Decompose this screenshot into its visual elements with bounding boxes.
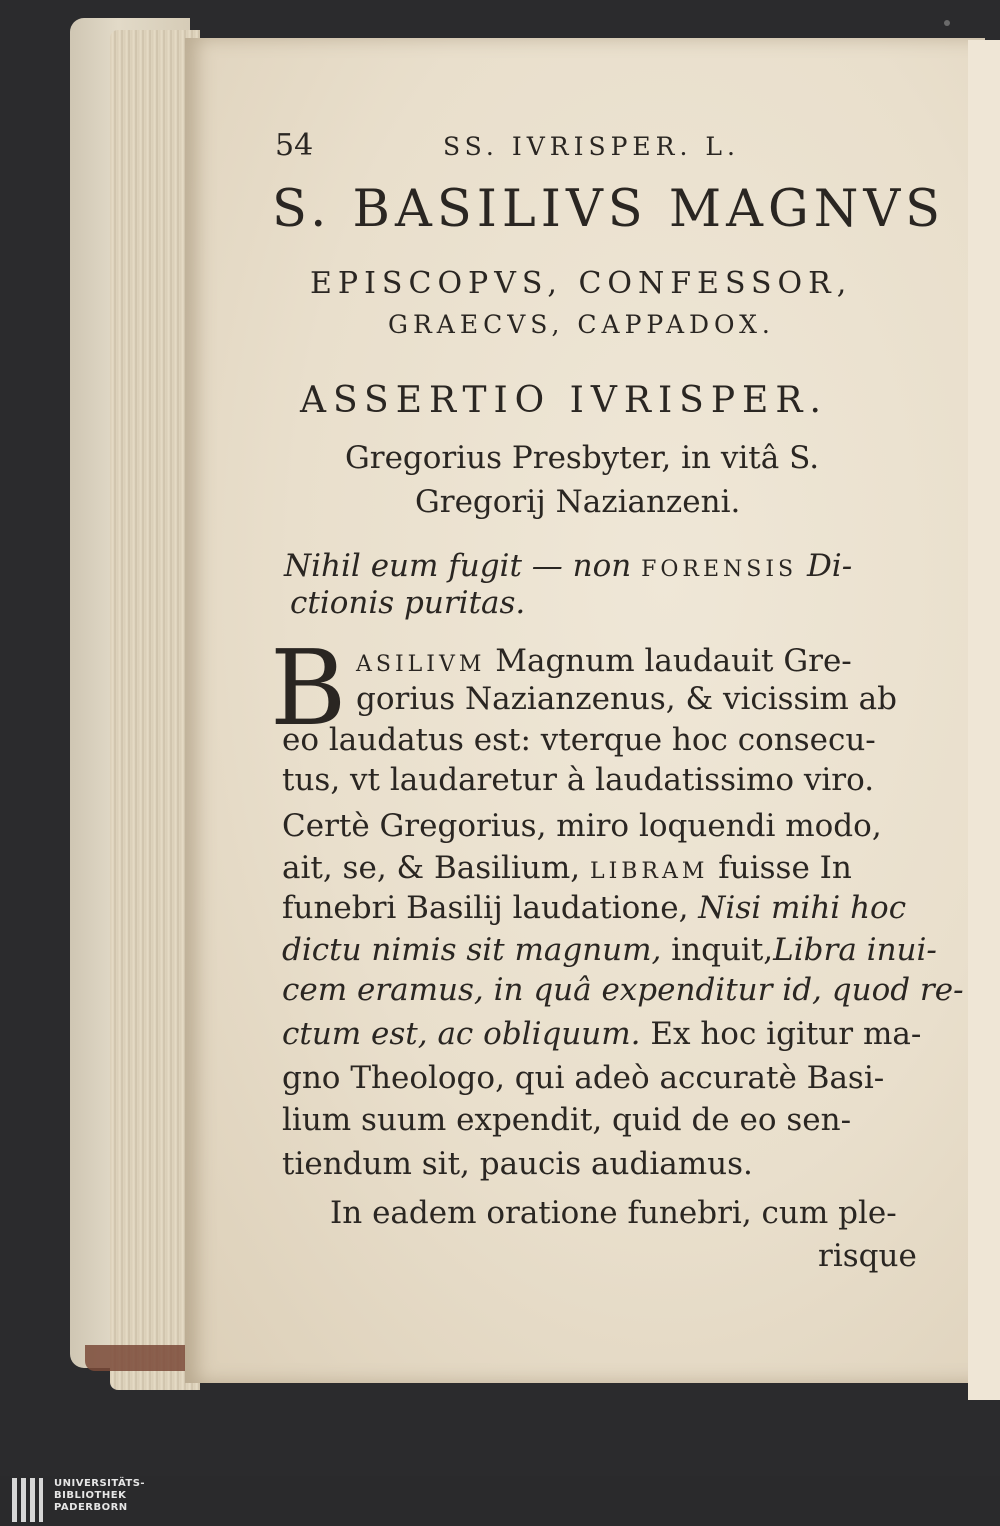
quote-1-b: FORENSIS xyxy=(641,557,798,582)
body-line-7-italic: Nisi mihi hoc xyxy=(688,890,907,926)
body-line-1-smallcaps: ASILIVM xyxy=(356,652,486,677)
body-line-6-smallcaps: LIBRAM xyxy=(589,859,709,884)
body-line-9: cem eramus, in quâ expenditur id, quod re- xyxy=(282,972,964,1008)
logo-line-1: UNIVERSITÄTS- xyxy=(54,1478,146,1489)
scan-dot xyxy=(944,20,950,26)
drop-cap: B xyxy=(270,627,347,749)
library-logo-icon xyxy=(12,1478,46,1522)
body-line-10 xyxy=(282,1016,921,1052)
body-line-6-a: ait, se, & Basilium, xyxy=(282,850,581,886)
quote-1-a: Nihil eum fugit — non xyxy=(284,548,632,584)
body-line-4: tus, vt laudaretur à laudatissimo viro. xyxy=(282,762,875,798)
body-line-1 xyxy=(356,643,852,679)
body-line-10-italic: ctum est, ac obliquum. xyxy=(282,1016,641,1052)
subtitle-2: GRAECVS, CAPPADOX. xyxy=(388,310,775,339)
body-line-8-b: inquit, xyxy=(661,932,774,968)
citation-line-1: Gregorius Presbyter, in vitâ S. xyxy=(345,440,820,476)
library-logo-text xyxy=(54,1478,145,1514)
facing-page-edge xyxy=(968,40,1000,1400)
body-line-6 xyxy=(282,850,852,886)
section-heading: ASSERTIO IVRISPER. xyxy=(300,380,828,421)
subtitle-1: EPISCOPVS, CONFESSOR, xyxy=(310,266,853,301)
body-line-12: lium suum expendit, quid de eo sen- xyxy=(282,1102,852,1138)
body-line-2: gorius Nazianzenus, & vicissim ab xyxy=(356,681,897,717)
body-line-7-a: funebri Basilij laudatione, xyxy=(282,890,689,926)
catchword: risque xyxy=(818,1238,917,1274)
body-line-8 xyxy=(282,932,937,968)
logo-line-2: BIBLIOTHEK xyxy=(54,1490,127,1501)
body-line-11: gno Theologo, qui adeò accuratè Basi- xyxy=(282,1060,885,1096)
citation-line-2: Gregorij Nazianzeni. xyxy=(415,484,741,520)
quote-line-2: ctionis puritas. xyxy=(290,585,526,621)
body-line-7 xyxy=(282,890,906,926)
page-number: 54 xyxy=(275,128,314,163)
body-line-13: tiendum sit, paucis audiamus. xyxy=(282,1146,753,1182)
body-line-1-rest: Magnum laudauit Gre- xyxy=(485,643,852,679)
quote-1-c: Di- xyxy=(806,548,853,584)
body-line-8-italic-2: Libra inui- xyxy=(773,932,937,968)
page-stack-bottom xyxy=(85,1345,195,1371)
body-line-5: Certè Gregorius, miro loquendi modo, xyxy=(282,808,882,844)
body-line-10-b: Ex hoc igitur ma- xyxy=(640,1016,922,1052)
logo-line-3: PADERBORN xyxy=(54,1502,128,1513)
body-line-3: eo laudatus est: vterque hoc consecu- xyxy=(282,722,876,758)
body-line-14: In eadem oratione funebri, cum ple- xyxy=(330,1195,897,1231)
page-title: S. BASILIVS MAGNVS xyxy=(272,180,946,239)
body-line-6-c: fuisse In xyxy=(708,850,852,886)
quote-line-1 xyxy=(284,548,852,584)
running-head-text: SS. IVRISPER. L. xyxy=(443,132,740,161)
footer-bar xyxy=(0,1476,1000,1526)
body-line-8-italic: dictu nimis sit magnum, xyxy=(282,932,662,968)
